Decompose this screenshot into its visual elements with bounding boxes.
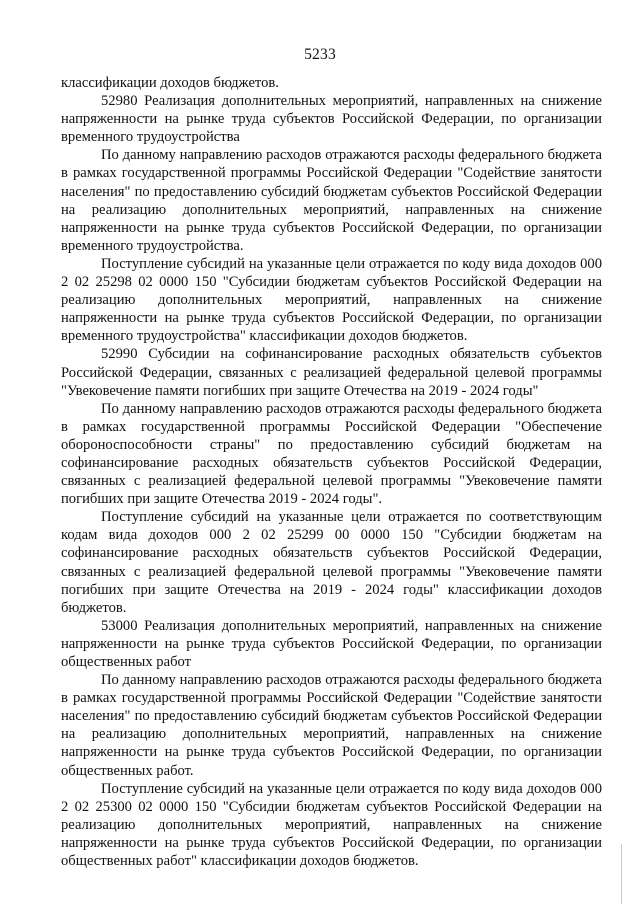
section-heading-52980: 52980 Реализация дополнительных мероприятий, направленных на снижение напряженности на рынке труда субъектов Российской Федерации, по организации временного трудоустройства: [61, 93, 602, 146]
paragraph-continuation: классификации доходов бюджетов.: [61, 75, 279, 91]
scan-edge-line: [621, 844, 622, 904]
paragraph-52980-description: По данному направлению расходов отражаются расходы федерального бюджета в рамках государственной программы Российской Федерации "Содействие занятости населения" по предоставлению субсидий бюджетам субъектов Российской Федерации на реализацию дополнительных мероприятий, направленных на снижение напряженности на рынке труда субъектов Российской Федерации, по организации временного трудоустройства.: [61, 147, 602, 254]
document-body: [61, 74, 602, 870]
paragraph-52990-description: По данному направлению расходов отражаются расходы федерального бюджета в рамках государственной программы Российской Федерации "Обеспечение обороноспособности страны" по предоставлению субсидий бюджетам на софинансирование расходных обязательств субъектов Российской Федерации, связанных с реализацией федеральной целевой программы "Увековечение памяти погибших при защите Отечества 2019 - 2024 годы".: [61, 400, 602, 508]
section-heading-52990: 52990 Субсидии на софинансирование расходных обязательств субъектов Российской Федерации, связанных с реализацией федеральной целевой программы "Увековечение памяти погибших при защите Отечества на 2019 - 2024 годы": [61, 346, 602, 399]
paragraph-52990-revenue-code: Поступление субсидий на указанные цели отражается по соответствующим кодам вида доходов 000 2 02 25299 00 0000 150 "Субсидии бюджетам на софинансирование расходных обязательств субъектов Российской Федерации, связанных с реализацией федеральной целевой программы "Увековечение памяти погибших при защите Отечества на 2019 - 2024 годы" классификации доходов бюджетов.: [61, 509, 602, 616]
paragraph-53000-revenue-code: Поступление субсидий на указанные цели отражается по коду вида доходов 000 2 02 25300 02 0000 150 "Субсидии бюджетам субъектов Российской Федерации на реализацию дополнительных мероприятий, направленных на снижение напряженности на рынке труда субъектов Российской Федерации, по организации общественных работ" классификации доходов бюджетов.: [61, 780, 602, 870]
page-number: 5233: [304, 46, 336, 63]
paragraph-52980-revenue-code: Поступление субсидий на указанные цели отражается по коду вида доходов 000 2 02 25298 02 0000 150 "Субсидии бюджетам субъектов Российской Федерации на реализацию дополнительных мероприятий, направленных на снижение напряженности на рынке труда субъектов Российской Федерации, по организации временного трудоустройства" классификации доходов бюджетов.: [61, 255, 602, 345]
section-heading-53000: 53000 Реализация дополнительных мероприятий, направленных на снижение напряженности на рынке труда субъектов Российской Федерации, по организации общественных работ: [61, 617, 602, 670]
paragraph-53000-description: По данному направлению расходов отражаются расходы федерального бюджета в рамках государственной программы Российской Федерации "Содействие занятости населения" по предоставлению субсидий бюджетам субъектов Российской Федерации на реализацию дополнительных мероприятий, направленных на снижение напряженности на рынке труда субъектов Российской Федерации, по организации общественных работ.: [61, 672, 602, 779]
